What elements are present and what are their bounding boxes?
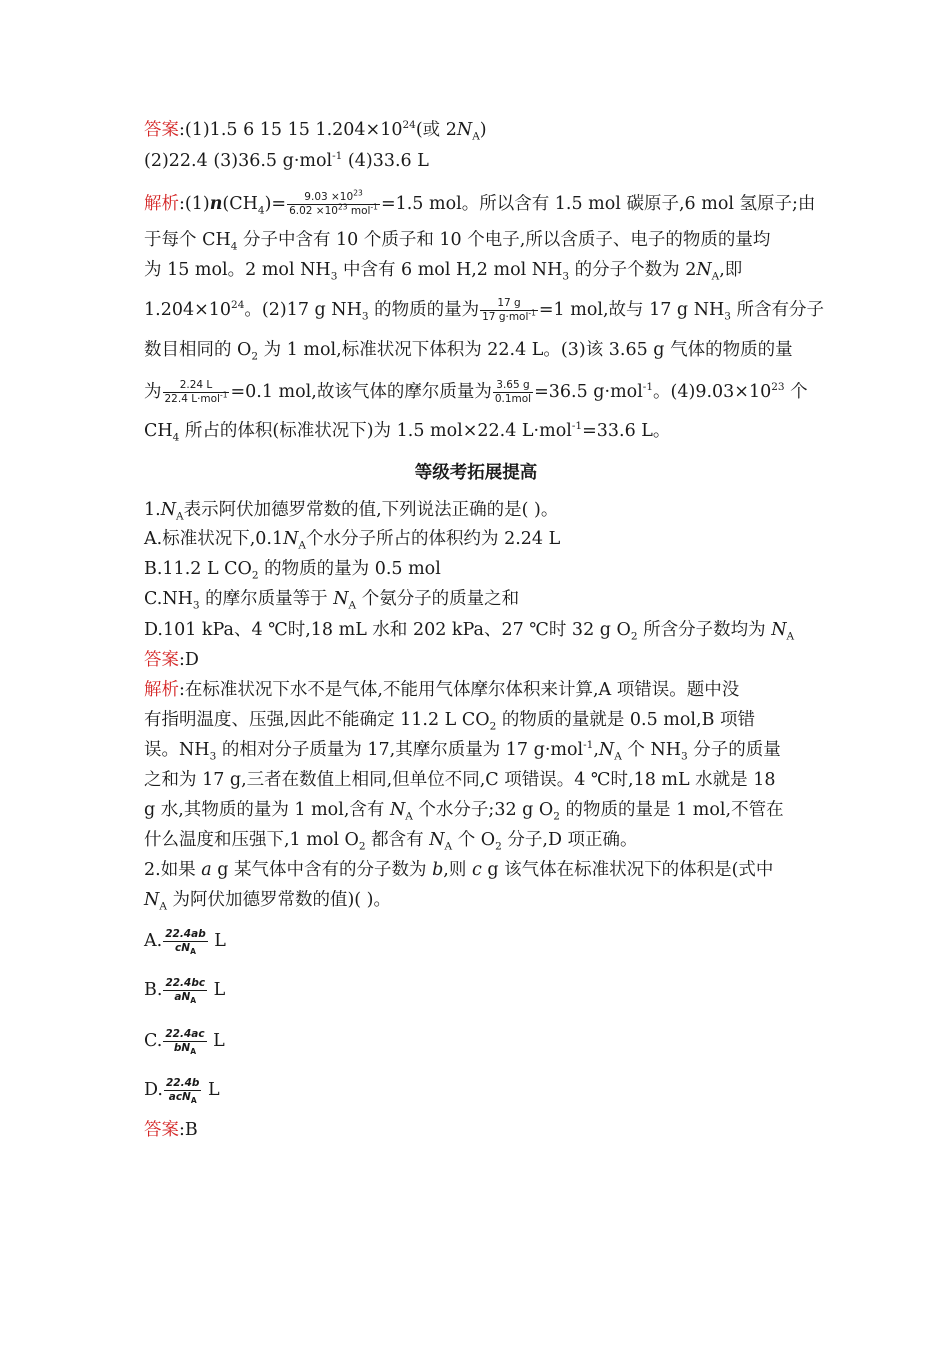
q2-option-a-fraction: $\frac{22.4ab}{cN_A}$ — [165, 928, 206, 957]
answer-line-2: (2)22.4 (3)36.5 g·mol$^{-1}$ (4)33.6 L — [144, 150, 429, 171]
q1-stem: $1.N_A$表示阿伏加德罗常数的值,下列说法正确的是( )。 — [144, 500, 559, 523]
q2-option-b-fraction: $\frac{22.4bc}{aN_A}$ — [165, 977, 206, 1006]
q2-option-d-fraction: $\frac{22.4b}{acN_A}$ — [165, 1077, 200, 1106]
analysis-line-1: 解析$:(1)n(CH_4)=$ $\frac{9.03 \times 10^{23}}{6.02 \times 10^{23} mol^{-1}}$ =1.5 mol。所以含有 1.5 mol 碳原子,6 mol 氢原子;由 — [144, 188, 816, 218]
q1-analysis-line-3: 误。$NH_3$ 的相对分子质量为 17,其摩尔质量为 17 $g\cdot mol^{-1},N_A$ 个 $NH_3$ 分子的质量 — [144, 739, 781, 763]
analysis-label: 解析 — [144, 194, 179, 215]
q1-option-a: A.标准状况下$,0.1N_A$个水分子所占的体积约为 2.24 L — [144, 529, 561, 552]
q1-analysis-line-6: 什么温度和压强下,1 mol $O_2$ 都含有 $N_A$ 个 $O_2$ 分子,D 项正确。 — [144, 830, 638, 853]
q2-option-a: A. $\frac{22.4ab}{cN_A}$ L — [144, 928, 226, 957]
q2-option-b: B. $\frac{22.4bc}{aN_A}$ L — [144, 977, 226, 1006]
q1-analysis-line-1: 解析:在标准状况下水不是气体,不能用气体摩尔体积来计算,A 项错误。题中没 — [144, 680, 740, 700]
q1-option-d: D.101 kPa、4 ℃时,18 mL 水和 202 kPa、27 ℃时 32 g $O_2$ 所含分子数均为 $N_A$ — [144, 620, 795, 643]
fraction-ch4-moles: $\frac{9.03 \times 10^{23}}{6.02 \times 10^{23} mol^{-1}}$ — [289, 188, 378, 218]
q2-option-c-fraction: $\frac{22.4ac}{bN_A}$ — [165, 1028, 205, 1057]
q1-analysis-line-2: 有指明温度、压强,因此不能确定 11.2 L $CO_2$ 的物质的量就是 0.5 mol,B 项错 — [144, 710, 755, 733]
q1-option-c: $C.NH_3$ 的摩尔质量等于 $N_A$ 个氨分子的质量之和 — [144, 589, 520, 612]
analysis-line-4: $1.204\times 10^{24}$。(2)17 g $NH_3$ 的物质的量为 $\frac{17 g}{17 g\cdot mol^{-1}}$ =1 mol,故与 17 g $NH_3$ 所含有分子 — [144, 297, 825, 324]
q2-option-d: D. $\frac{22.4b}{acN_A}$ L — [144, 1077, 220, 1106]
q1-analysis-line-5: g 水,其物质的量为 1 mol,含有 $N_A$ 个水分子;32 g $O_2$ 的物质的量是 1 mol,不管在 — [144, 800, 784, 823]
analysis-line-5: 数目相同的 $O_2$ 为 1 mol,标准状况下体积为 22.4 L。(3)该 3.65 g 气体的物质的量 — [144, 340, 793, 363]
analysis-line-2: 于每个 $CH_4$ 分子中含有 10 个质子和 10 个电子,所以含质子、电子的物质的量均 — [144, 230, 771, 253]
q2-stem-line-2: $N_A$ 为阿伏加德罗常数的值)( )。 — [144, 890, 392, 913]
q1-option-b: B.11.2 L $CO_2$ 的物质的量为 0.5 mol — [144, 559, 441, 582]
fraction-molar-mass: $\frac{3.65 g}{\text{0.1mol}}$ — [494, 379, 532, 406]
q2-option-c: C. $\frac{22.4ac}{bN_A}$ L — [144, 1028, 225, 1057]
fraction-nh3-moles: $\frac{17 g}{17 g\cdot mol^{-1}}$ — [482, 297, 536, 324]
section-title: 等级考拓展提高 — [414, 463, 538, 483]
analysis-line-7: $CH_4$ 所占的体积(标准状况下)为 1.5 mol×22.4 L·mol$^{-1}$=33.6 L。 — [144, 420, 671, 444]
fraction-gas-moles: $\frac{2.24 L}{22.4 L\cdot mol^{-1}}$ — [164, 379, 228, 406]
q1-answer: 答案:D — [144, 650, 199, 670]
analysis-line-3: 为 15 mol。2 mol $NH_3$ 中含有 6 mol H,2 mol $NH_3$ 的分子个数为 $2N_A$,即 — [144, 260, 743, 283]
analysis-line-6: 为 $\frac{2.24 L}{22.4 L\cdot mol^{-1}}$ =0.1 mol,故该气体的摩尔质量为 $\frac{3.65 g}{\text{0.1mol}}$ =36.5 g·mol$^{-1}$。$(4)9.03\times 10^{23}$ 个 — [144, 379, 808, 406]
q2-answer: 答案:B — [144, 1120, 198, 1140]
q2-stem-line-1: 2.如果 a g 某气体中含有的分子数为 b,则 c g 该气体在标准状况下的体积是(式中 — [144, 860, 774, 880]
answer-line-1: 答案:(1)1.5 6 15 15 $1.204\times 10^{24}$(或 $2N_A$) — [144, 119, 487, 143]
answer-label: 答案 — [144, 120, 179, 140]
q1-analysis-line-4: 之和为 17 g,三者在数值上相同,但单位不同,C 项错误。4 ℃时,18 mL 水就是 18 — [144, 770, 776, 790]
